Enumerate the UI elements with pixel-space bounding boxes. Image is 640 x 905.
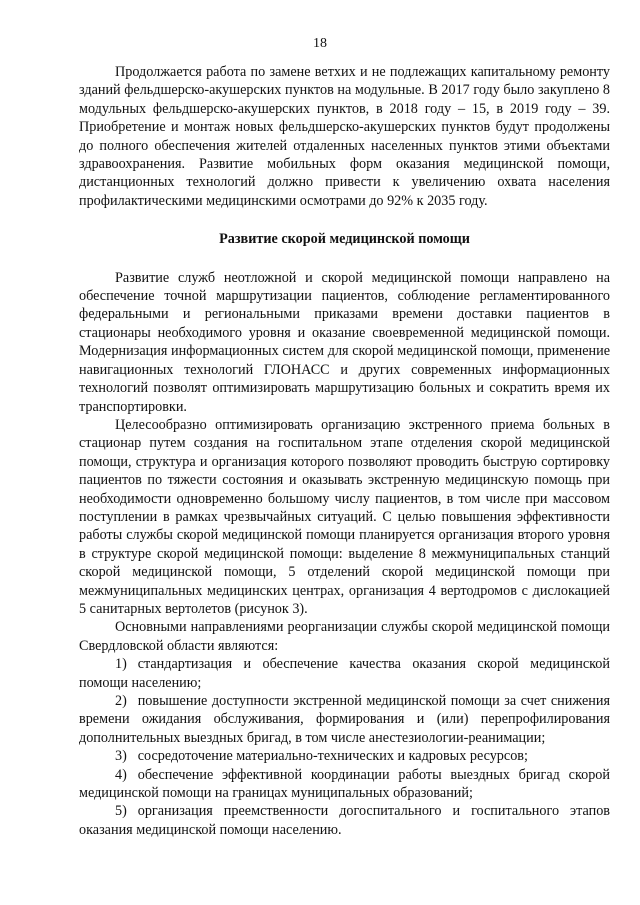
list-item-text: организация преемственности догоспитального и госпитального этапов оказания медицинской помощи населению. <box>79 803 610 838</box>
paragraph-directions: Основными направлениями реорганизации службы скорой медицинской помощи Свердловской области являются: <box>79 619 610 654</box>
page-number: 18 <box>313 36 327 51</box>
list-item-text: повышение доступности экстренной медицинской помощи за счет снижения времени ожидания обслуживания, формирования и (или) перепрофилирования дополнительных выездных бригад, в том числе анестезиологии-реанимации; <box>79 693 610 746</box>
paragraph-intro: Продолжается работа по замене ветхих и не подлежащих капитальному ремонту зданий фельдшерско-акушерских пунктов на модульные. В 2017 году было закуплено 8 модульных фельдшерско-акушерских пунктов, в 2018 году – 15, в 2019 году – 39. Приобретение и монтаж новых фельдшерско-акушерских пунктов будут продолжены до полного обеспечения жителей отдаленных населенных пунктов этими объектами здравоохранения. Развитие мобильных форм оказания медицинской помощи, дистанционных технологий должно привести к увеличению охвата населения профилактическими медицинскими осмотрами до 92% к 2035 году. <box>79 64 610 209</box>
list-item-text: сосредоточение материально-технических и кадровых ресурсов; <box>137 748 528 765</box>
paragraph-services: Развитие служб неотложной и скорой медицинской помощи направлено на обеспечение точной маршрутизации пациентов, соблюдение регламентированного федеральными и региональными приказами времени доставки пациентов в стационары необходимого уровня и оказание своевременной медицинской помощи. Модернизация информационных систем для скорой медицинской помощи, применение навигационных технологий ГЛОНАСС и других современных информационных технологий позволят оптимизировать маршрутизацию больных и сократить время их транспортировки. <box>79 269 610 415</box>
document-body <box>79 63 610 839</box>
list-item <box>79 802 610 839</box>
list-item <box>79 692 610 747</box>
paragraph-optimize: Целесообразно оптимизировать организацию экстренного приема больных в стационар путем создания на госпитальном этапе отделения скорой медицинской помощи, структура и организация которого позволяют проводить быструю сортировку пациентов по тяжести состояния и оказывать экстренную медицинскую помощь при необходимости одновременно большому числу пациентов, в том числе при массовом поступлении в рамках чрезвычайных ситуаций. С целью повышения эффективности работы службы скорой медицинской помощи планируется организация второго уровня в структуре скорой медицинской помощи: выделение 8 межмуниципальных станций скорой медицинской помощи, 5 отделений скорой медицинской помощи при межмуниципальных медицинских центрах, организация 4 вертодромов с дислокацией 5 санитарных вертолетов (рисунок 3). <box>79 416 610 617</box>
list-item-number: 4) <box>115 766 127 783</box>
list-item-number: 5) <box>115 803 127 820</box>
list-item-text: обеспечение эффективной координации работы выездных бригад скорой медицинской помощи на границах муниципальных образований; <box>79 766 610 802</box>
list-item <box>79 655 610 692</box>
section-heading: Развитие скорой медицинской помощи <box>219 231 470 248</box>
list-item-number: 3) <box>115 748 127 765</box>
list-item-number: 2) <box>115 693 127 709</box>
list-item <box>79 766 610 803</box>
list-item-text: стандартизация и обеспечение качества оказания скорой медицинской помощи населению; <box>79 656 610 691</box>
list-item-number: 1) <box>115 656 127 673</box>
list-item <box>79 747 610 765</box>
